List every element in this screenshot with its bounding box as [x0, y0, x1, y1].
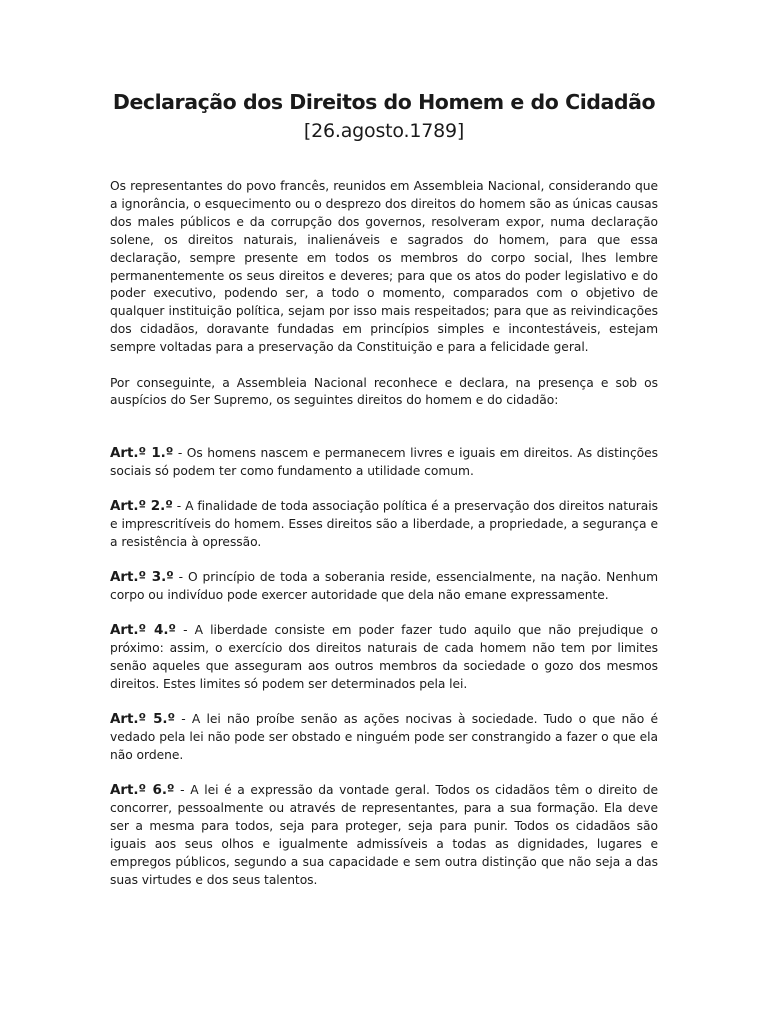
article-5	[110, 711, 658, 765]
article-2-separator: -	[172, 499, 186, 514]
article-4-separator: -	[175, 623, 195, 638]
article-1-label: Art.º 1.º	[110, 445, 174, 462]
document-date: [26.agosto.1789]	[303, 120, 465, 142]
article-3-separator: -	[173, 570, 188, 585]
article-3	[110, 569, 658, 605]
article-4	[110, 622, 658, 694]
article-4-label: Art.º 4.º	[110, 622, 176, 639]
article-2-label: Art.º 2.º	[110, 498, 173, 515]
article-3-text: O princípio de toda a soberania reside, essencialmente, na nação. Nenhum corpo ou indivíduo pode exercer autoridade que dela não emane expressamente.	[110, 570, 658, 603]
article-5-label: Art.º 5.º	[110, 711, 176, 728]
article-6-text: A lei é a expressão da vontade geral. Todos os cidadãos têm o direito de concorrer, pessoalmente ou através de representantes, para a sua formação. Ela deve ser a mesma para todos, seja para proteger, seja para punir. Todos os cidadãos são iguais aos seus olhos e igualmente admissíveis a todas as dignidades, lugares e empregos públicos, segundo a sua capacidade e sem outra distinção que não seja a das suas virtudes e dos seus talentos.	[110, 783, 658, 887]
article-1-text: Os homens nascem e permanecem livres e iguais em direitos. As distinções sociais só podem ter como fundamento a utilidade comum.	[110, 446, 659, 479]
article-4-text: A liberdade consiste em poder fazer tudo aquilo que não prejudique o próximo: assim, o exercício dos direitos naturais de cada homem não tem por limites senão aqueles que asseguram aos outros membros da sociedade o gozo dos mesmos direitos. Estes limites só podem ser determinados pela lei.	[110, 623, 659, 691]
preamble-paragraph-1: Os representantes do povo francês, reunidos em Assembleia Nacional, considerando que a ignorância, o esquecimento ou o desprezo dos direitos do homem são as únicas causas dos males públicos e da corrupção dos governos, resolveram expor, numa declaração solene, os direitos naturais, inalienáveis e sagrados do homem, para que essa declaração, sempre presente em todos os membros do corpo social, lhes lembre permanentemente os seus direitos e deveres; para que os atos do poder legislativo e do poder executivo, podendo ser, a todo o momento, comparados com o objetivo de qualquer instituição política, sejam por isso mais respeitados; para que as reivindicações dos cidadãos, doravante fundadas em princípios simples e incontestáveis, estejam sempre voltadas para a preservação da Constituição e para a felicidade geral.	[110, 179, 658, 355]
article-3-label: Art.º 3.º	[110, 569, 174, 586]
document-body	[110, 178, 658, 907]
article-6-label: Art.º 6.º	[110, 782, 175, 798]
preamble-paragraph-2: Por conseguinte, a Assembleia Nacional reconhece e declara, na presença e sob os auspícios do Ser Supremo, os seguintes direitos do homem e do cidadão:	[110, 375, 658, 408]
document-title: Declaração dos Direitos do Homem e do Cidadão	[112, 90, 656, 114]
article-1-separator: -	[173, 446, 187, 461]
article-6	[110, 782, 658, 889]
articles-list	[110, 445, 658, 889]
article-2	[110, 498, 658, 552]
article-6-separator: -	[174, 783, 191, 797]
article-5-text: A lei não proíbe senão as ações nocivas à sociedade. Tudo o que não é vedado pela lei não pode ser obstado e ninguém pode ser constrangido a fazer o que ela não ordene.	[110, 712, 658, 762]
article-5-separator: -	[175, 712, 192, 727]
article-2-text: A finalidade de toda associação política é a preservação dos direitos naturais e imprescritíveis do homem. Esses direitos são a liberdade, a propriedade, a segurança e a resistência à opressão.	[110, 499, 659, 550]
article-1	[110, 445, 658, 481]
